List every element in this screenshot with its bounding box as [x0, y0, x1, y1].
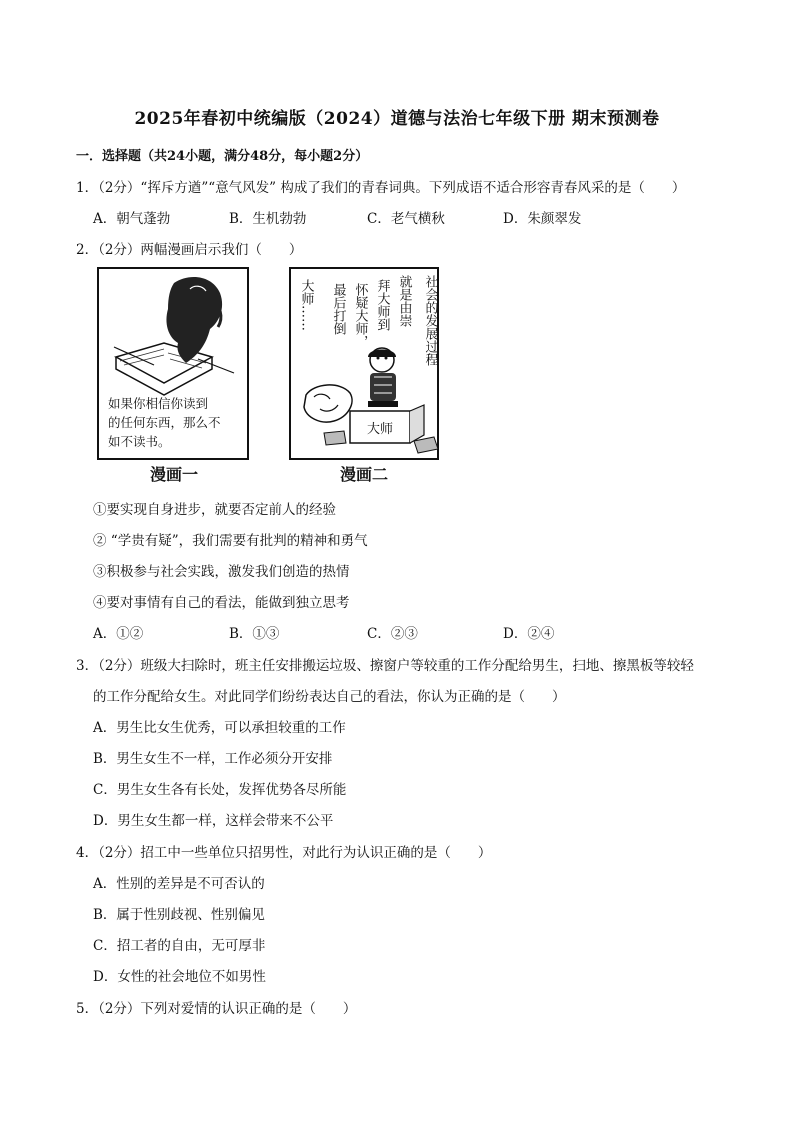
question-4-option-d[interactable]: D．女性的社会地位不如男性: [93, 969, 266, 985]
question-2-statement-2: ② “学贵有疑”，我们需要有批判的精神和勇气: [93, 533, 368, 549]
comic-two-column-4: 怀疑大师，: [352, 283, 368, 348]
comic-two: [284, 265, 446, 487]
comic-two-column-2: 就是由崇: [396, 275, 412, 327]
comic-two-caption: 漫画二: [339, 465, 389, 484]
question-4-option-a[interactable]: A．性别的差异是不可否认的: [93, 876, 265, 892]
page-title: 2025年春初中统编版（2024）道德与法治七年级下册 期末预测卷: [134, 109, 660, 129]
comic-one-text-line-3: 如不读书。: [108, 434, 171, 449]
question-1-option-c[interactable]: C．老气横秋: [367, 211, 445, 227]
question-2-statement-1: ①要实现自身进步，就要否定前人的经验: [93, 502, 336, 518]
comic-two-column-5: 最后打倒: [330, 283, 346, 335]
question-3-option-c[interactable]: C．男生女生各有长处，发挥优势各尽所能: [93, 782, 347, 798]
comic-one-caption: 漫画一: [149, 465, 199, 484]
question-3-stem-line-2: 的工作分配给女生。对此同学们纷纷表达自己的看法，你认为正确的是（ ）: [93, 689, 566, 705]
question-2-statement-4: ④要对事情有自己的看法，能做到独立思考: [93, 595, 350, 611]
question-2-option-c[interactable]: C．②③: [367, 626, 418, 642]
question-1-stem: 1．（2分）“挥斥方遒”“意气风发” 构成了我们的青春词典。下列成语不适合形容青春风采的是（ ）: [76, 180, 686, 196]
question-4-option-c[interactable]: C．招工者的自由，无可厚非: [93, 938, 266, 954]
question-1-option-a[interactable]: A．朝气蓬勃: [93, 211, 171, 227]
comic-one: [94, 265, 254, 487]
comic-two-column-1: 社会的发展过程: [422, 275, 438, 366]
question-2-option-d[interactable]: D．②④: [503, 626, 555, 642]
question-4-stem: 4．（2分）招工中一些单位只招男性，对此行为认识正确的是（ ）: [76, 845, 492, 861]
comic-two-column-3: 拜大师到: [374, 279, 390, 331]
question-3-stem-line-1: 3．（2分）班级大扫除时，班主任安排搬运垃圾、擦窗户等较重的工作分配给男生，扫地、擦黑板等较轻: [76, 658, 694, 674]
question-3-option-b[interactable]: B．男生女生不一样，工作必须分开安排: [93, 751, 333, 767]
question-2-option-a[interactable]: A．①②: [93, 626, 144, 642]
comic-two-column-6: 大师……: [298, 279, 314, 331]
comic-one-illustration: [94, 265, 254, 487]
question-1-option-d[interactable]: D．朱颜翠发: [503, 211, 582, 227]
comic-one-text-line-1: 如果你相信你读到: [108, 396, 209, 411]
question-3-option-d[interactable]: D．男生女生都一样，这样会带来不公平: [93, 813, 334, 829]
question-2-option-b[interactable]: B．①③: [229, 626, 280, 642]
question-5-stem: 5．（2分）下列对爱情的认识正确的是（ ）: [76, 1001, 357, 1017]
comic-one-text-line-2: 的任何东西，那么不: [108, 415, 221, 430]
comic-two-statue-label: 大师: [366, 422, 394, 437]
section-heading: 一．选择题（共24小题，满分48分，每小题2分）: [76, 149, 369, 164]
question-4-option-b[interactable]: B．属于性别歧视、性别偏见: [93, 907, 265, 923]
question-3-option-a[interactable]: A．男生比女生优秀，可以承担较重的工作: [93, 720, 346, 736]
question-2-stem: 2．（2分）两幅漫画启示我们（ ）: [76, 242, 303, 258]
comic-two-illustration: [284, 265, 446, 487]
question-2-statement-3: ③积极参与社会实践，激发我们创造的热情: [93, 564, 350, 580]
question-1-option-b[interactable]: B．生机勃勃: [229, 211, 307, 227]
